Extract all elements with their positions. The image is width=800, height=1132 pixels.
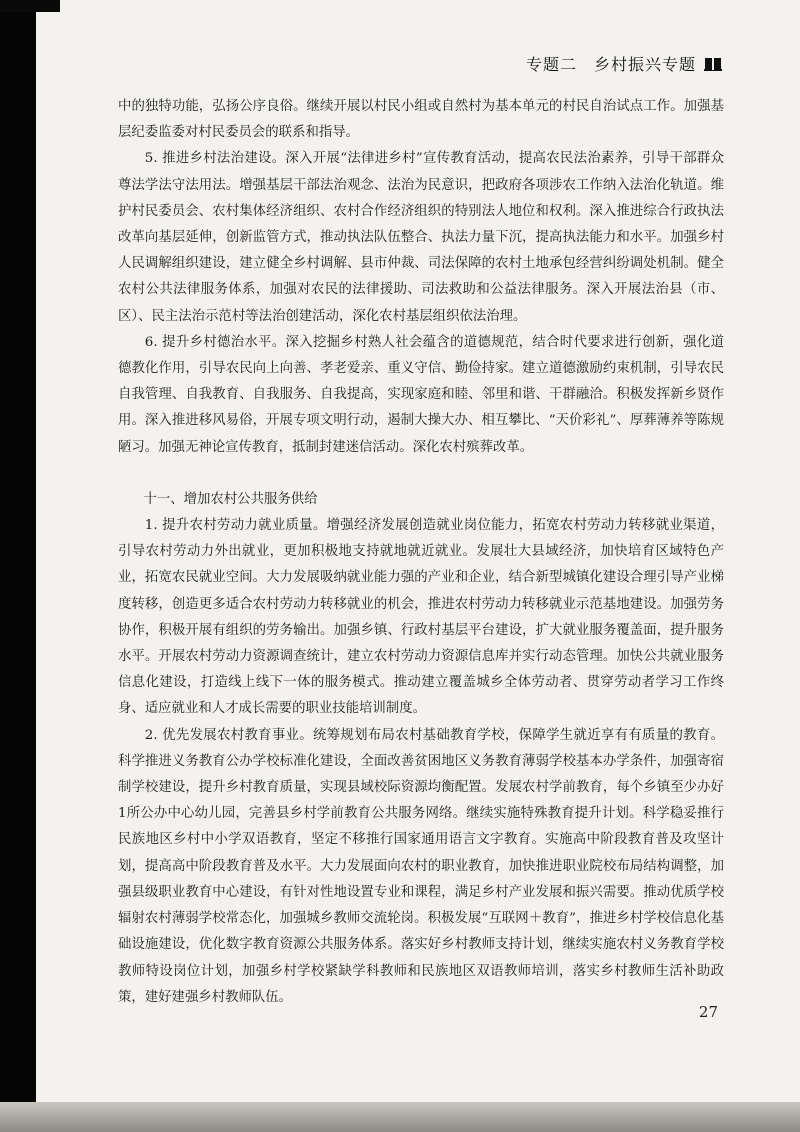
book-icon: [704, 56, 722, 72]
scan-bottom-edge: [0, 1102, 800, 1132]
paragraph-rule-of-virtue: 6. 提升乡村德治水平。深入挖掘乡村熟人社会蕴含的道德规范，结合时代要求进行创新，强化道德教化作用，引导农民向上向善、孝老爱亲、重义守信、勤俭持家。建立道德激励约束机制，引导农民自我管理、自我教育、自我服务、自我提高，实现家庭和睦、邻里和谐、干群融洽。积极发挥新乡贤作用。深入推进移风易俗，开展专项文明行动，遏制大操大办、相互攀比、“天价彩礼”、厚葬薄养等陈规陋习。加强无神论宣传教育，抵制封建迷信活动。深化农村殡葬改革。: [118, 334, 724, 455]
running-header: [526, 52, 722, 75]
section-gap: [118, 461, 724, 487]
paragraph-employment: 1. 提升农村劳动力就业质量。增强经济发展创造就业岗位能力，拓宽农村劳动力转移就业渠道，引导农村劳动力外出就业，更加积极地支持就地就近就业。发展壮大县域经济，加快培育区域特色产业，拓宽农民就业空间。大力发展吸纳就业能力强的产业和企业，结合新型城镇化建设合理引导产业梯度转移，创造更多适合农村劳动力转移就业的机会，推进农村劳动力转移就业示范基地建设。加强劳务协作，积极开展有组织的劳务输出。加强乡镇、行政村基层平台建设，扩大就业服务覆盖面，提升服务水平。开展农村劳动力资源调查统计，建立农村劳动力资源信息库并实行动态管理。加快公共就业服务信息化建设，打造线上线下一体的服务模式。推动建立覆盖城乡全体劳动者、贯穿劳动者学习工作终身、适应就业和人才成长需要的职业技能培训制度。: [118, 518, 724, 717]
page-body: [118, 94, 724, 1011]
paragraph-continued: 中的独特功能，弘扬公序良俗。继续开展以村民小组或自然村为基本单元的村民自治试点工作。加强基层纪委监委对村民委员会的联系和指导。: [118, 99, 724, 141]
header-title: 专题二 乡村振兴专题: [525, 55, 696, 74]
scan-edge-left: [0, 0, 36, 1132]
paragraph-rule-of-law: 5. 推进乡村法治建设。深入开展“法律进乡村”宣传教育活动，提高农民法治素养，引导干部群众尊法学法守法用法。增强基层干部法治观念、法治为民意识，把政府各项涉农工作纳入法治化轨道。维护村民委员会、农村集体经济组织、农村合作经济组织的特别法人地位和权利。深入推进综合行政执法改革向基层延伸，创新监管方式，推动执法队伍整合、执法力量下沉，提高执法能力和水平。加强乡村人民调解组织建设，建立健全乡村调解、县市仲裁、司法保障的农村土地承包经营纠纷调处机制。健全农村公共法律服务体系，加强对农民的法律援助、司法救助和公益法律服务。深入开展法治县（市、区）、民主法治示范村等法治创建活动，深化农村基层组织依法治理。: [118, 151, 724, 324]
section-heading: 十一、增加农村公共服务供给: [143, 491, 318, 507]
scan-edge-top: [0, 0, 60, 12]
paragraph-education: 2. 优先发展农村教育事业。统筹规划布局农村基础教育学校，保障学生就近享有有质量的教育。科学推进义务教育公办学校标准化建设，全面改善贫困地区义务教育薄弱学校基本办学条件，加强寄宿制学校建设，提升乡村教育质量，实现县域校际资源均衡配置。发展农村学前教育，每个乡镇至少办好1所公办中心幼儿园，完善县乡村学前教育公共服务网络。继续实施特殊教育提升计划。科学稳妥推行民族地区乡村中小学双语教育，坚定不移推行国家通用语言文字教育。实施高中阶段教育普及攻坚计划，提高高中阶段教育普及水平。大力发展面向农村的职业教育，加快推进职业院校布局结构调整，加强县级职业教育中心建设，有针对性地设置专业和课程，满足乡村产业发展和振兴需要。推动优质学校辐射农村薄弱学校常态化，加强城乡教师交流轮岗。积极发展“互联网＋教育”，推进乡村学校信息化基础设施建设，优化数字教育资源公共服务体系。落实好乡村教师支持计划，继续实施农村义务教育学校教师特设岗位计划，加强乡村学校紧缺学科教师和民族地区双语教师培训，落实乡村教师生活补助政策，建好建强乡村教师队伍。: [118, 727, 724, 1005]
page-number: 27: [698, 1003, 718, 1021]
